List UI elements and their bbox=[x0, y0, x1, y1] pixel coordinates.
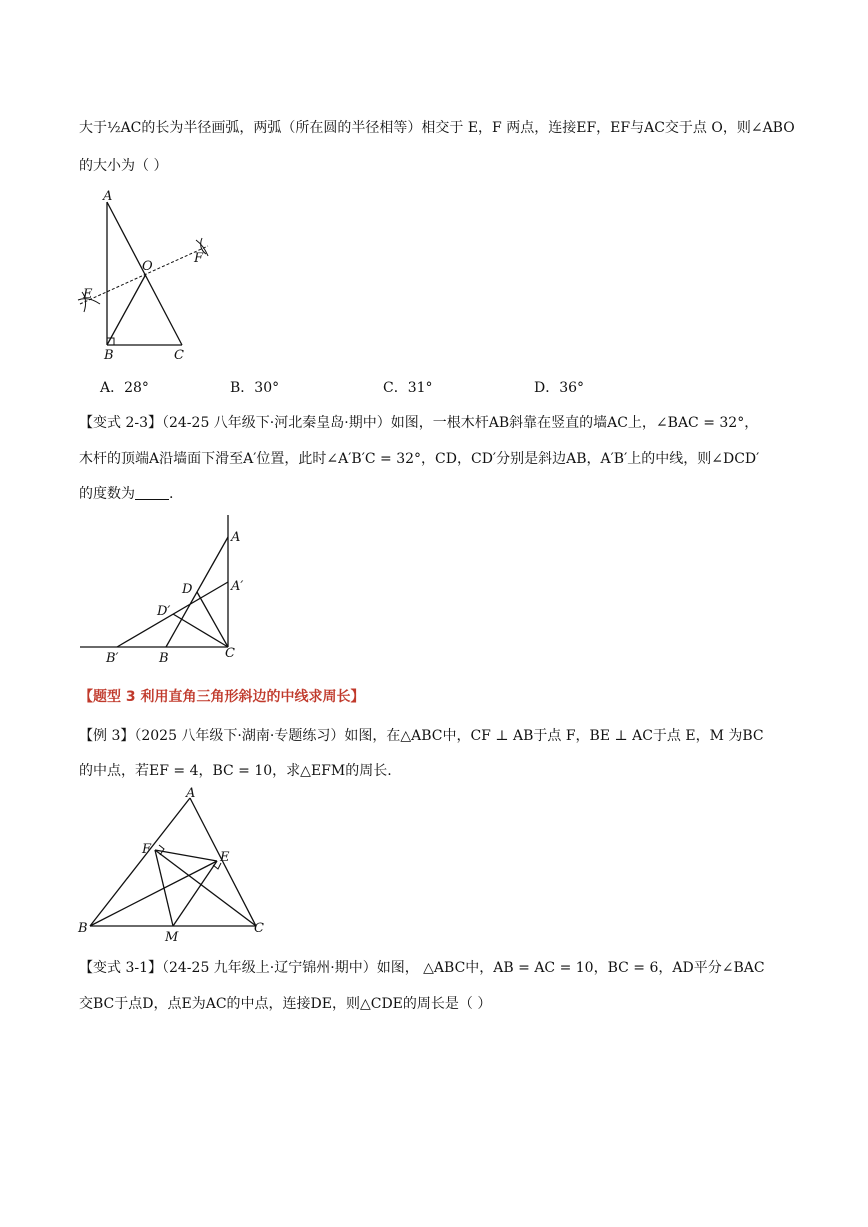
q4-text-line2: 交BC于点D，点E为AC的中点，连接DE，则△CDE的周长是（ ） bbox=[79, 996, 492, 1012]
label-B: B bbox=[78, 921, 88, 936]
segment-BE bbox=[90, 861, 217, 926]
label-E: E bbox=[220, 850, 230, 865]
segment-EF bbox=[155, 850, 217, 861]
label-A: A bbox=[103, 189, 113, 204]
segment-CD1 bbox=[173, 614, 228, 647]
q2-text-line1: 【变式 2-3】（24-25 八年级下·河北秦皇岛·期中）如图，一根木杆AB斜靠在竖直的墙AC上，∠BAC = 32°， bbox=[79, 415, 759, 431]
segment-CD bbox=[197, 592, 228, 647]
q1-text-line1: 大于½AC的长为半径画弧，两弧（所在圆的半径相等）相交于 E，F 两点，连接EF，EF与AC交于点 O，则∠ABO bbox=[79, 120, 795, 136]
label-A: A bbox=[186, 786, 196, 801]
q3-figure bbox=[70, 786, 280, 946]
q2-figure bbox=[70, 510, 270, 670]
q4-text-line1: 【变式 3-1】（24-25 九年级上·辽宁锦州·期中）如图， △ABC中，AB = AC = 10，BC = 6，AD平分∠BAC bbox=[79, 960, 765, 976]
option-b: B．30° bbox=[230, 380, 280, 396]
segment-EM bbox=[173, 861, 217, 926]
q1-figure bbox=[70, 188, 230, 368]
label-M: M bbox=[165, 930, 179, 945]
option-a: A．28° bbox=[100, 380, 149, 396]
label-B: B bbox=[104, 348, 114, 363]
label-D: D bbox=[182, 582, 193, 597]
option-d: D．36° bbox=[534, 380, 585, 396]
label-B-prime: B′ bbox=[106, 651, 119, 666]
answer-blank[interactable] bbox=[135, 485, 169, 500]
segment-AB bbox=[90, 798, 190, 926]
q2-text-line2: 木杆的顶端A沿墙面下滑至A′位置，此时∠A′B′C = 32°，CD，CD′分别是斜边AB，A′B′上的中线，则∠DCD′ bbox=[79, 451, 760, 467]
q2-line3-end: . bbox=[169, 486, 174, 502]
label-F: F bbox=[142, 842, 152, 857]
label-D-prime: D′ bbox=[157, 604, 171, 619]
line-EF bbox=[80, 246, 208, 304]
label-C: C bbox=[225, 646, 235, 661]
label-B: B bbox=[159, 651, 169, 666]
q3-text-line1: 【例 3】（2025 八年级下·湖南·专题练习）如图，在△ABC中，CF ⊥ AB于点 F，BE ⊥ AC于点 E，M 为BC bbox=[79, 728, 764, 744]
option-c: C．31° bbox=[383, 380, 433, 396]
label-F: F bbox=[194, 251, 204, 266]
label-A: A bbox=[231, 530, 241, 545]
q1-text-line2: 的大小为（ ） bbox=[79, 158, 168, 174]
q2-line3-text: 的度数为 bbox=[79, 486, 135, 502]
segment-BO bbox=[107, 274, 146, 345]
label-O: O bbox=[142, 259, 153, 274]
label-C: C bbox=[174, 348, 184, 363]
q2-text-line3 bbox=[79, 484, 173, 504]
section-heading: 【题型 3 利用直角三角形斜边的中线求周长】 bbox=[79, 689, 365, 705]
label-E: E bbox=[83, 287, 93, 302]
q3-text-line2: 的中点，若EF = 4，BC = 10，求△EFM的周长. bbox=[79, 763, 392, 779]
label-A-prime: A′ bbox=[231, 579, 244, 594]
label-C: C bbox=[254, 921, 264, 936]
